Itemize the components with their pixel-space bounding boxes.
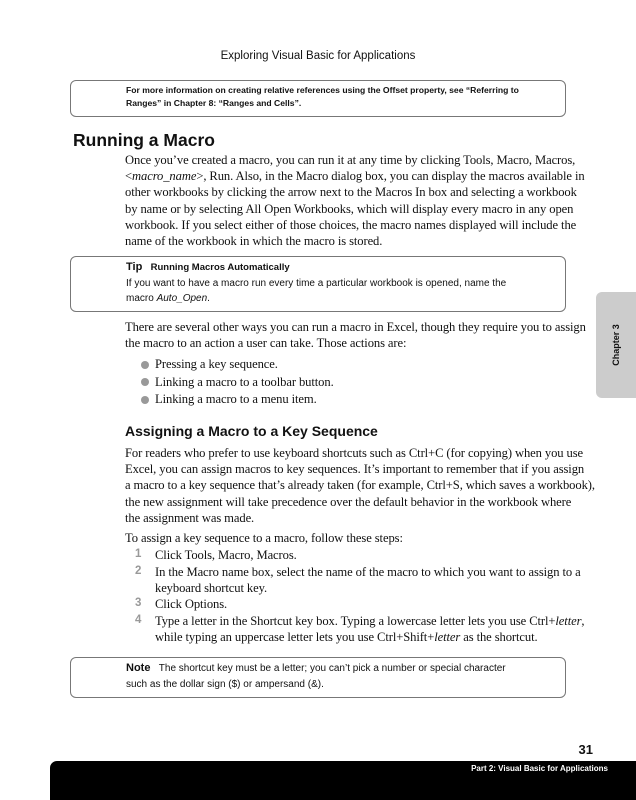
list-item: Linking a macro to a toolbar button. <box>155 374 334 389</box>
text-line: the macro to an action a user can take. Those actions are: <box>125 336 407 351</box>
chapter-tab <box>596 292 636 398</box>
list-item: Pressing a key sequence. <box>155 357 278 371</box>
step-number: 2 <box>135 565 142 577</box>
footer-bar <box>50 761 636 800</box>
chapter-tab-label: Chapter 3 <box>611 324 621 366</box>
page-number: 31 <box>578 742 593 757</box>
step-number: 1 <box>135 548 142 560</box>
text-line: name of the workbook in which the macro is stored. <box>125 234 383 249</box>
step-text: Click Options. <box>155 597 228 611</box>
text-line: by name or by selecting All Open Workbooks, which will display every macro in any open <box>125 201 574 216</box>
step-number: 4 <box>135 614 142 626</box>
text-line: There are several other ways you can run a macro in Excel, though they require you to assign <box>125 320 586 334</box>
paragraph <box>125 319 586 351</box>
text-line: other workbooks by clicking the arrow next to the Macros In box and selecting a workbook <box>125 185 577 200</box>
step-text: Click Tools, Macro, Macros. <box>155 548 297 562</box>
note-box <box>70 657 566 698</box>
cross-reference-box <box>70 80 566 117</box>
text-line: For readers who prefer to use keyboard shortcuts such as Ctrl+C (for copying) when you use <box>125 446 584 460</box>
list-item: Linking a macro to a menu item. <box>155 392 317 406</box>
step-text: In the Macro name box, select the name of the macro to which you want to assign to a keyboard shortcut key. <box>155 565 581 596</box>
cross-reference-line: Ranges” in Chapter 8: “Ranges and Cells”. <box>126 98 302 108</box>
text-line: Excel, you can assign macros to key sequences. It’s important to remember that if you assign <box>125 462 585 477</box>
step-text: Type a letter in the Shortcut key box. Typing a lowercase letter lets you use Ctrl+letter, while typing an uppercase letter lets you use Ctrl+Shift+letter as the shortcut. <box>155 614 585 645</box>
footer-part-title: Part 2: Visual Basic for Applications <box>471 764 608 773</box>
tip-box <box>70 256 566 312</box>
text-line: the assignment was made. <box>125 510 255 525</box>
text-line: <macro_name>, Run. Also, in the Macro dialog box, you can display the macros available in <box>125 169 585 184</box>
step-number: 3 <box>135 597 142 609</box>
text-line: workbook. If you select either of those choices, the macro names displayed will include the <box>125 217 577 232</box>
running-header: Exploring Visual Basic for Applications <box>220 50 416 62</box>
subsection-heading: Assigning a Macro to a Key Sequence <box>125 423 378 439</box>
text-line: such as the dollar sign ($) or ampersand (&). <box>126 678 324 690</box>
bullet-list <box>155 356 334 409</box>
bullet-icon <box>141 396 149 404</box>
cross-reference-line: For more information on creating relative references using the Offset property, see “Referring to <box>126 85 519 95</box>
paragraph: To assign a key sequence to a macro, follow these steps: <box>125 531 403 545</box>
paragraph <box>125 152 585 249</box>
text-line: Note The shortcut key must be a letter; you can’t pick a number or special character <box>126 662 506 674</box>
paragraph <box>125 445 595 526</box>
text-line: If you want to have a macro run every time a particular workbook is opened, name the <box>126 277 507 289</box>
text-line: a macro to a key sequence that’s already taken (for example, Ctrl+S, which saves a workbook), <box>125 478 595 493</box>
text-line: Once you’ve created a macro, you can run it at any time by clicking Tools, Macro, Macros, <box>125 153 576 167</box>
section-heading: Running a Macro <box>73 130 215 150</box>
bullet-icon <box>141 361 149 369</box>
tip-title-line: Tip Running Macros Automatically <box>126 261 290 273</box>
text-line: the new assignment will take precedence over the default behavior in the workbook where <box>125 494 572 509</box>
text-line: macro Auto_Open. <box>126 293 210 304</box>
bullet-icon <box>141 378 149 386</box>
